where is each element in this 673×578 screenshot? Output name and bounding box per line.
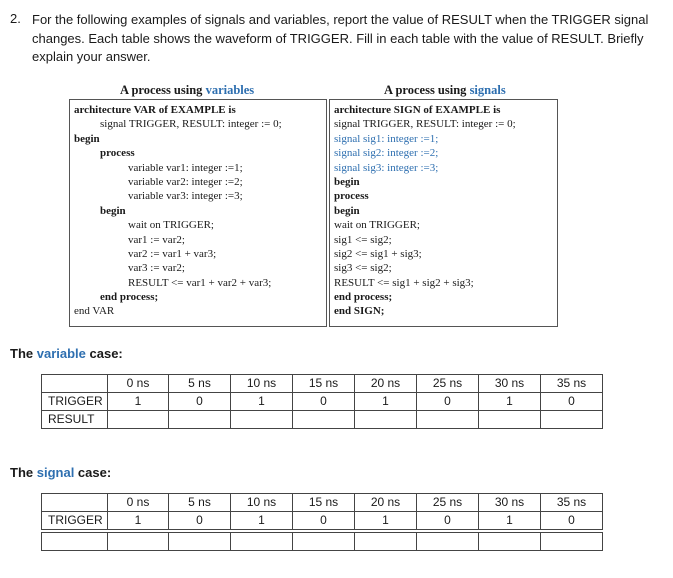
heading-keyword: signals (469, 83, 506, 97)
row-label: TRIGGER (42, 393, 108, 411)
row-label: TRIGGER (42, 512, 108, 530)
trigger-row (42, 393, 603, 411)
heading-prefix: A process using (384, 83, 470, 97)
time-cell: 20 ns (355, 494, 417, 512)
time-cell: 5 ns (169, 375, 231, 393)
code-text: end VAR (74, 305, 115, 318)
label-keyword: signal (36, 465, 75, 480)
code-line (330, 290, 557, 304)
code-text: signal TRIGGER, RESULT: integer := 0; (100, 118, 282, 131)
time-cell: 25 ns (417, 375, 479, 393)
time-header-row (42, 375, 603, 393)
value-cell: 1 (355, 393, 417, 411)
code-text: signal sig1: integer :=1; (334, 132, 439, 145)
code-line (70, 233, 326, 247)
code-text: begin (334, 175, 360, 188)
result-input-cell[interactable] (293, 411, 355, 429)
question-text: For the following examples of signals and variables, report the value of RESULT when the TRIGGER signal changes. Each table shows the waveform of TRIGGER. Fill in each table with the value of RESULT. Briefly explain your answer. (32, 12, 649, 64)
time-cell: 15 ns (293, 375, 355, 393)
time-cell: 30 ns (479, 375, 541, 393)
value-cell: 1 (355, 512, 417, 530)
code-text: process (100, 147, 135, 160)
code-line (70, 204, 326, 218)
code-text: signal TRIGGER, RESULT: integer := 0; (334, 118, 516, 131)
code-line (330, 218, 557, 232)
result-input-cell[interactable] (541, 533, 603, 551)
value-cell: 1 (479, 512, 541, 530)
heading-prefix: A process using (120, 83, 206, 97)
variables-code-box (69, 99, 327, 327)
code-text: variable var3: integer :=3; (128, 190, 243, 203)
code-line (70, 146, 326, 160)
code-line (330, 161, 557, 175)
label-prefix: The (10, 346, 37, 361)
time-cell: 0 ns (108, 494, 169, 512)
value-cell: 0 (541, 393, 603, 411)
result-input-cell[interactable] (355, 533, 417, 551)
value-cell: 0 (169, 393, 231, 411)
code-text: sig3 <= sig2; (334, 262, 392, 275)
result-input-cell[interactable] (355, 411, 417, 429)
code-text: signal sig3: integer :=3; (334, 161, 439, 174)
result-input-cell[interactable] (479, 411, 541, 429)
code-line (330, 146, 557, 160)
question-number: 2. (10, 11, 21, 26)
result-row (42, 411, 603, 429)
result-row (42, 533, 603, 551)
row-label: RESULT (42, 411, 108, 429)
result-input-cell[interactable] (293, 533, 355, 551)
time-cell: 30 ns (479, 494, 541, 512)
result-input-cell[interactable] (231, 533, 293, 551)
result-input-cell[interactable] (541, 411, 603, 429)
corner-cell (42, 494, 108, 512)
code-line (70, 290, 326, 304)
code-text: sig2 <= sig1 + sig3; (334, 247, 422, 260)
code-text: end process; (100, 291, 159, 304)
code-line (70, 304, 326, 318)
code-line (70, 218, 326, 232)
result-input-cell[interactable] (169, 533, 231, 551)
result-input-cell[interactable] (169, 411, 231, 429)
code-line (330, 304, 557, 318)
code-text: end process; (334, 291, 393, 304)
code-line (330, 261, 557, 275)
value-cell: 0 (169, 512, 231, 530)
time-cell: 25 ns (417, 494, 479, 512)
value-cell: 1 (231, 393, 293, 411)
time-cell: 35 ns (541, 375, 603, 393)
code-text: wait on TRIGGER; (334, 219, 420, 232)
value-cell: 0 (293, 393, 355, 411)
code-text: begin (334, 204, 360, 217)
result-input-cell[interactable] (417, 411, 479, 429)
result-input-cell[interactable] (108, 533, 169, 551)
code-line (70, 189, 326, 203)
code-line (70, 276, 326, 290)
label-keyword: variable (36, 346, 86, 361)
heading-keyword: variables (205, 83, 255, 97)
code-line (70, 161, 326, 175)
code-line (70, 117, 326, 131)
result-input-cell[interactable] (108, 411, 169, 429)
code-line (330, 103, 557, 117)
value-cell: 0 (541, 512, 603, 530)
result-input-cell[interactable] (231, 411, 293, 429)
signal-case-label (10, 465, 111, 480)
result-input-cell[interactable] (417, 533, 479, 551)
code-line (330, 204, 557, 218)
code-line (330, 175, 557, 189)
code-line (70, 132, 326, 146)
code-text: variable var1: integer :=1; (128, 161, 243, 174)
trigger-row (42, 512, 603, 530)
variable-case-label (10, 346, 123, 361)
code-text: var2 := var1 + var3; (128, 247, 217, 260)
variables-code-heading (120, 83, 254, 98)
signals-code-heading (384, 83, 506, 98)
value-cell: 0 (417, 393, 479, 411)
time-cell: 5 ns (169, 494, 231, 512)
signal-case-table (41, 493, 603, 551)
time-cell: 10 ns (231, 375, 293, 393)
variable-case-table (41, 374, 603, 429)
time-cell: 10 ns (231, 494, 293, 512)
value-cell: 1 (479, 393, 541, 411)
time-cell: 20 ns (355, 375, 417, 393)
code-line (70, 261, 326, 275)
value-cell: 0 (417, 512, 479, 530)
time-header-row (42, 494, 603, 512)
code-line (330, 233, 557, 247)
time-cell: 0 ns (108, 375, 169, 393)
value-cell: 1 (108, 512, 169, 530)
result-input-cell[interactable] (479, 533, 541, 551)
value-cell: 1 (231, 512, 293, 530)
code-text: begin (100, 204, 126, 217)
corner-cell (42, 375, 108, 393)
signals-code-box (329, 99, 558, 327)
code-text: var3 := var2; (128, 262, 185, 275)
code-line (70, 103, 326, 117)
label-prefix: The (10, 465, 37, 480)
code-text: variable var2: integer :=2; (128, 175, 243, 188)
time-cell: 35 ns (541, 494, 603, 512)
code-text: wait on TRIGGER; (128, 219, 214, 232)
time-cell: 15 ns (293, 494, 355, 512)
code-line (70, 175, 326, 189)
code-text: sig1 <= sig2; (334, 233, 392, 246)
code-text: RESULT <= var1 + var2 + var3; (128, 276, 272, 289)
row-label (42, 533, 108, 551)
value-cell: 1 (108, 393, 169, 411)
code-line (330, 276, 557, 290)
code-line (330, 247, 557, 261)
code-line (330, 117, 557, 131)
code-text: architecture SIGN of EXAMPLE is (334, 104, 501, 116)
code-line (330, 189, 557, 203)
code-line (330, 132, 557, 146)
code-text: begin (74, 132, 100, 145)
code-text: var1 := var2; (128, 233, 185, 246)
code-text: process (334, 190, 369, 203)
label-suffix: case: (74, 465, 112, 480)
code-line (70, 247, 326, 261)
code-text: end SIGN; (334, 305, 385, 318)
label-suffix: case: (85, 346, 123, 361)
value-cell: 0 (293, 512, 355, 530)
code-text: RESULT <= sig1 + sig2 + sig3; (334, 276, 474, 289)
code-text: architecture VAR of EXAMPLE is (74, 104, 236, 116)
code-text: signal sig2: integer :=2; (334, 147, 439, 160)
